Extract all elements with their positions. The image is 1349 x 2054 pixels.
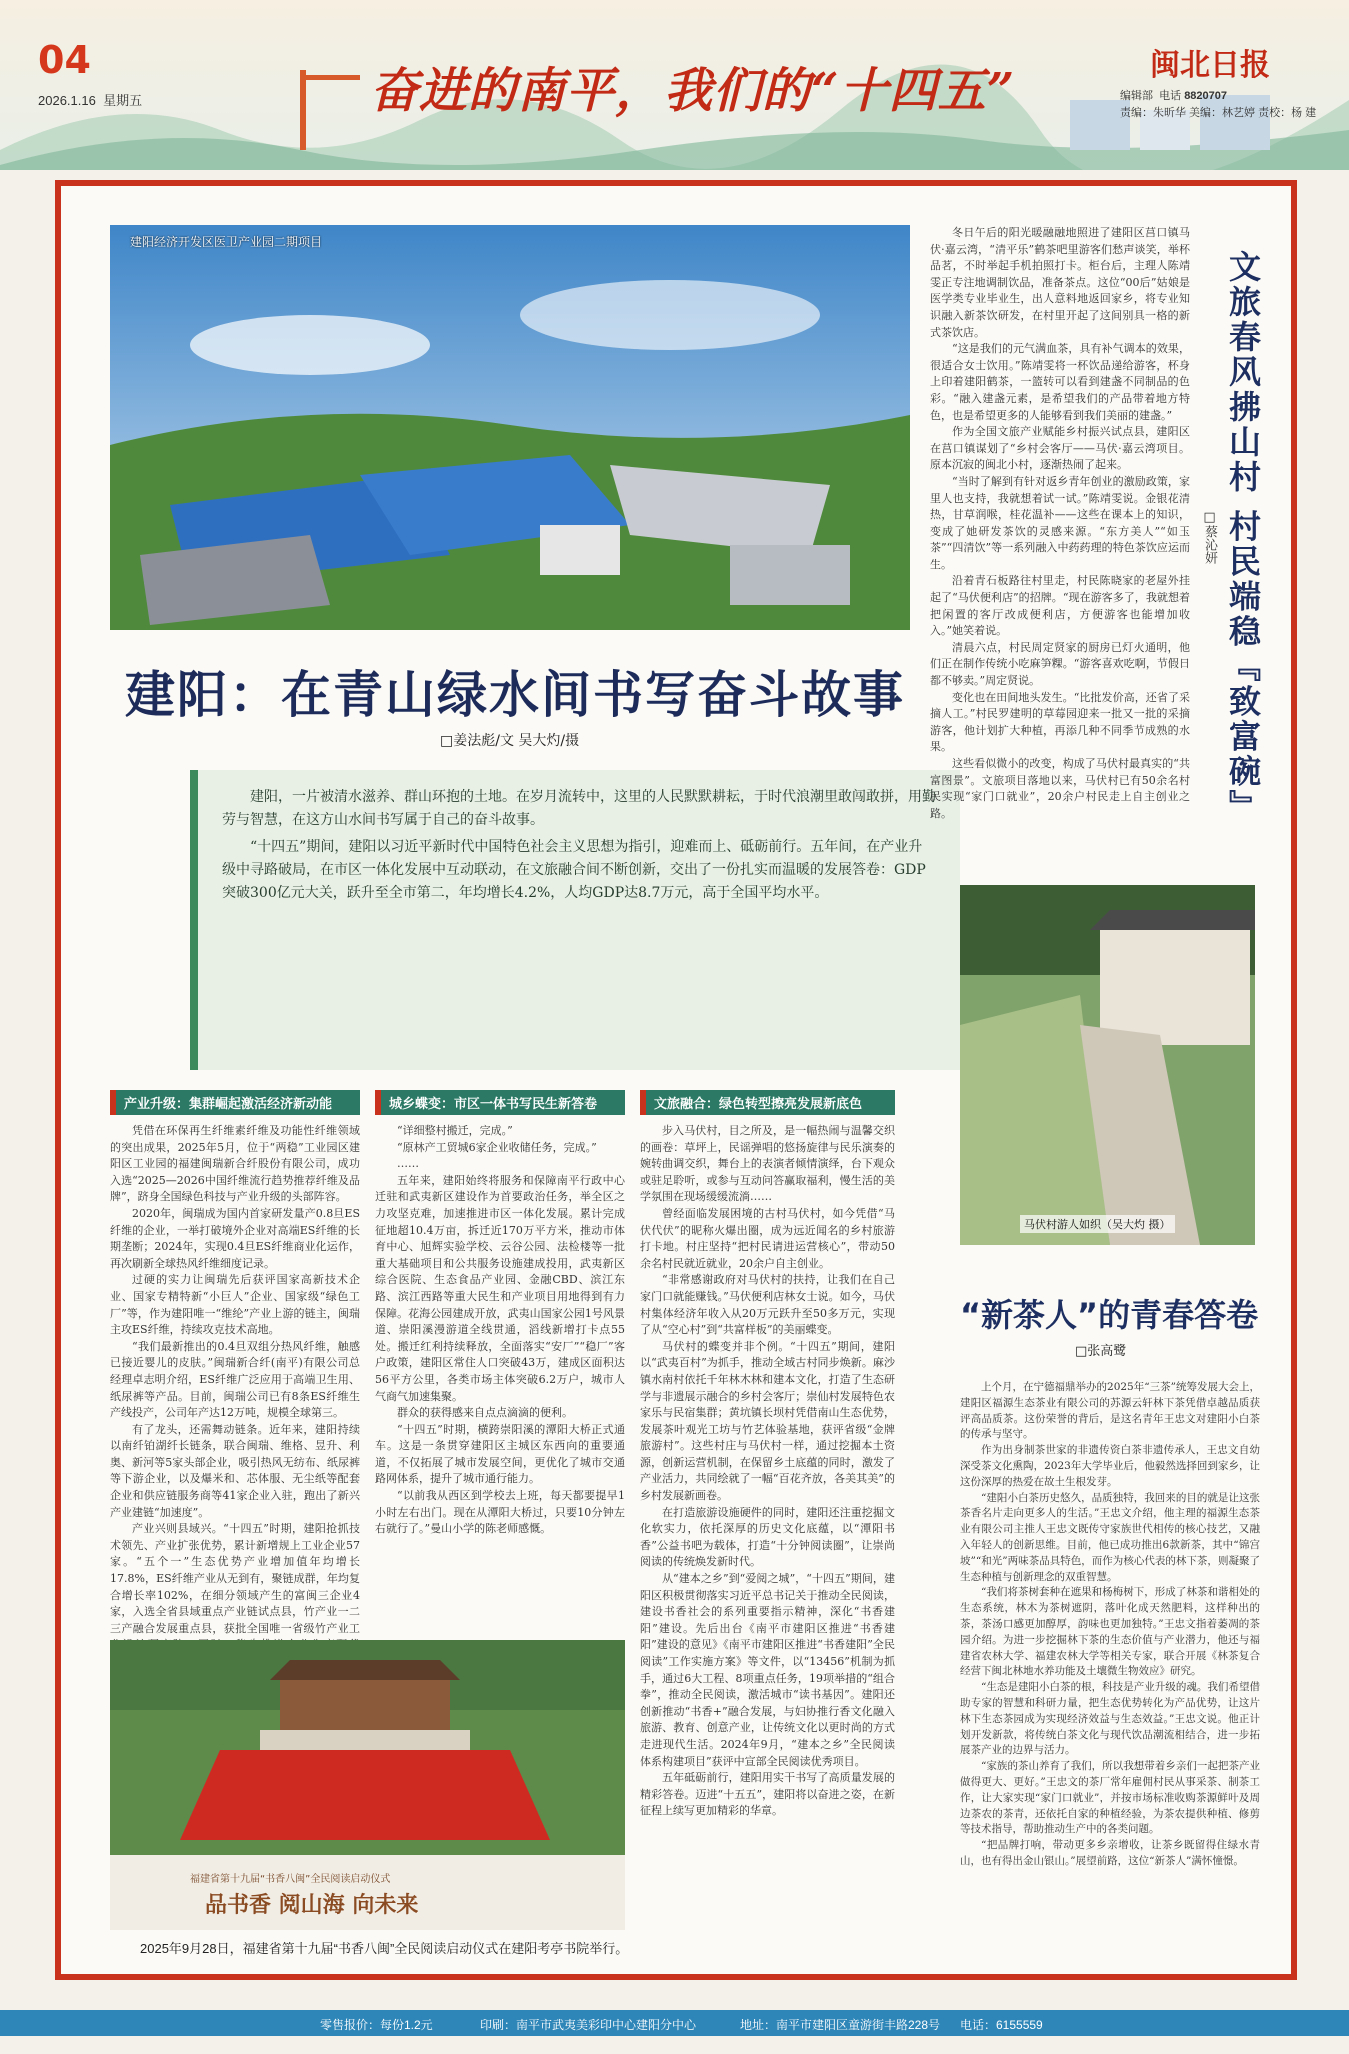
village-street-photo [960, 885, 1255, 1245]
article-intro [190, 770, 960, 1070]
footer-phone: 电话：6155559 [960, 2018, 1043, 2032]
side-story-1-byline: □蔡沁妍 [1202, 510, 1217, 564]
side-story-2-title: “新茶人”的青春答卷 [960, 1296, 1259, 1334]
side-story-1-body: 冬日午后的阳光暖融融地照进了建阳区莒口镇马伏·嘉云湾，“清平乐”鹤茶吧里游客们愁声谈笑，举杯品茗，不时举起手机拍照打卡。柜台后，主理人陈靖雯正专注地调制饮品，准备茶点。这位“00后”姑娘是医学类专业毕业生，出人意料地返回家乡，将专业知识融入新茶饮研发，在村里开起了这间别具一格的新式茶饮店。 “这是我们的元气满血茶，具有补气调本的效果，很适合女士饮用。”陈靖雯将一杯饮品递给游客，杯身上印着建阳鹤茶，一篮转可以看到建盏不同制品的色彩。“融入建盏元素，是希望我们的产品带着地方特色，也是希望更多的人能够看到我们美丽的建盏。” 作为全国文旅产业赋能乡村振兴试点县，建阳区在莒口镇谋划了“乡村会客厅——马伏·嘉云湾项目。原本沉寂的闽北小村，逐渐热闹了起来。 “当时了解到有针对返乡青年创业的激励政策，家里人也支持，我就想着试一试。”陈靖雯说。金银花清热，甘草润喉，桂花温补——这些在课本上的知识，变成了她研发茶饮的灵感来源。“东方美人”“如玉茶”“四清饮”等一系列融入中药药理的特色茶饮应运而生。 沿着青石板路往村里走，村民陈晓家的老屋外挂起了“马伏便利店”的招牌。“现在游客多了，我就想着把闲置的客厅改成便利店，方便游客也能增加收入。”她笑着说。 清晨六点，村民周定贤家的厨房已灯火通明，他们正在制作传统小吃麻笋粿。“游客喜欢吃啊，节假日都不够卖。”周定贤说。 变化也在田间地头发生。“比批发价高，还省了采摘人工。”村民罗建明的草莓园迎来一批又一批的采摘游客，他计划扩大种植，再添几种不同季节成熟的水果。 这些看似微小的改变，构成了马伏村最真实的“共富图景”。文旅项目落地以来，马伏村已有50余名村民实现“家门口就业”，20余户村民走上自主创业之路。 [930, 226, 1190, 820]
event-banner-small: 福建省第十九届“书香八闽”全民阅读启动仪式 [190, 1874, 391, 1885]
side-story-2-byline: □张高鹭 [1075, 1344, 1127, 1359]
section-body: “详细整村搬迁，完成。” “原林产工贸城6家企业收储任务，完成。” …… 五年来，建阳始终将服务和保障南平行政中心迁驻和武夷新区建设作为首要政治任务，举全区之力攻坚克难，加速推进市区一体化发展。累计完成征地超10.4万亩，拆迁近170万平方米，推动市体育中心、旭辉实验学校、云谷公园、法检楼等一批重大基础项目和公共服务设施建成投用，武夷新区综合医院、生态食品产业园、金融CBD、滨江东路、滨江西路等重大民生和产业项目用地得到有力保障。花海公园建成开放，武夷山国家公园1号风景道、崇阳溪漫游道全线贯通，滔线新增打卡点55处。搬迁红利持续释放，全面落实“安厂”“稳厂”客户政策，建阳区常住人口突破43万，建成区面积达56平方公里，各类市场主体突破6.2万户，城市人气商气加速集聚。 群众的获得感来自点点滴滴的便利。 “十四五”时期，横跨崇阳溪的潭阳大桥正式通车。这是一条贯穿建阳区主城区东西向的重要通道，不仅拓展了城市发展空间，更优化了城市交通路网体系，提升了城市通行能力。 “以前我从西区到学校去上班，每天都要提早1小时左右出门。现在从潭阳大桥过，只要10分钟左右就行了。”曼山小学的陈老师感慨。 [375, 1124, 625, 1536]
article-headline: 建阳：在青山绿水间书写奋斗故事 [125, 666, 905, 724]
bottom-photo-caption: 2025年9月28日，福建省第十九届“书香八闽”全民阅读启动仪式在建阳考亭书院举行。 [140, 1941, 629, 1956]
village-photo-caption: 马伏村游人如织（吴大灼 摄） [1020, 1215, 1175, 1233]
page-footer [0, 2010, 1349, 2036]
academy-ceremony-photo [110, 1640, 625, 1930]
intro-paragraph: 建阳，一片被清水滋养、群山环抱的土地。在岁月流转中，这里的人民默默耕耘，于时代浪潮里敢闯敢拼，用勤劳与智慧，在这方山水间书写属于自己的奋斗故事。 [222, 789, 936, 828]
issue-date: 2026.1.16 星期五 [38, 93, 143, 108]
section-body: 步入马伏村，目之所及，是一幅热闹与温馨交织的画卷：草坪上，民谣弹唱的悠扬旋律与民乐演奏的婉转曲调交织，舞台上的表演者倾情演绎，台下观众或驻足聆听，或参与互动问答赢取福利，慢生活的美学氛围在现场缓缓流淌…… 曾经面临发展困境的古村马伏村，如今凭借“马伏代伏”的昵称火爆出圈，成为远近闻名的乡村旅游打卡地。村庄坚持“把村民请进运营核心”，带动50余名村民就近就业，20余户自主创业。 “非常感谢政府对马伏村的扶持，让我们在自己家门口就能赚钱。”马伏便利店林女士说。如今，马伏村集体经济年收入从20万元跃升至50多万元，实现了从“空心村”到“共富样板”的美丽蝶变。 马伏村的蝶变并非个例。“十四五”期间，建阳以“武夷百村”为抓手，推动全域古村同步焕新。麻沙镇水南村依托千年林木林和建本文化，打造了生态研学与非遗展示融合的乡村会客厅；崇仙村发展特色农家乐与民宿集群；黄坑镇长坝村凭借南山生态优势，发展茶叶观光工坊与竹艺体验基地，获评省级“金牌旅游村”。这些村庄与马伏村一样，通过挖掘本土资源，创新运营机制，在保留乡土底蕴的同时，激发了产业活力，共同绘就了一幅“百花齐放，各美其美”的乡村发展新画卷。 在打造旅游设施硬件的同时，建阳还注重挖掘文化软实力，依托深厚的历史文化底蕴，以“潭阳书香”公益书吧为载体，打造“十分钟阅读圈”，让崇尚阅读的传统焕发新时代。 从“建本之乡”到“爱阅之城”，“十四五”期间，建阳区积极贯彻落实习近平总书记关于推动全民阅读，建设书香社会的系列重要指示精神，深化“书香建阳”建设。先后出台《南平市建阳区推进“书香建阳”建设的意见》《南平市建阳区推进“书香建阳”全民阅读”工作实施方案》等文件，以“13456”机制为抓手，通过6大工程、8项重点任务，19项举措的“组合拳”，推动全民阅读，激活城市“读书基因”。建阳还创新推动“书香+”融合发展，与妇协推行香文化融入旅游、教育、创意产业，让传统文化以更时尚的方式走进现代生活。2024年9月，“建本之乡”全民阅读体系构建项目”获评中宣部全民阅读优秀项目。 五年砥砺前行，建阳用实干书写了高质量发展的精彩答卷。迈进“十五五”，建阳将以奋进之姿，在新征程上续写更加精彩的华章。 [640, 1124, 895, 1818]
section-banner-title: 奋进的南平，我们的“十四五” [370, 63, 1016, 119]
main-photo-caption: 建阳经济开发区医卫产业园二期项目 [130, 235, 323, 249]
side-story-1-title: 文旅春风拂山村 村民端稳『致富碗』 [1224, 250, 1262, 825]
main-photo [110, 225, 910, 630]
intro-paragraph: “十四五”期间，建阳以习近平新时代中国特色社会主义思想为指引，迎难而上、砥砺前行。五年间，在产业升级中寻路破局，在市区一体化发展中互动联动，在文旅融合间不断创新，交出了一份扎实而温暖的发展答卷：GDP突破300亿元大关，跃升至全市第二，年均增长4.2%，人均GDP达8.7万元，高于全国平均水平。 [222, 839, 926, 901]
event-banner-text: 品书香 阅山海 向未来 [205, 1893, 419, 1918]
editor-info: 编辑部 电话 8820707 责编：朱昕华 美编：林艺婷 责校：杨 建 [1120, 90, 1317, 119]
section-heading: 文旅融合：绿色转型擦亮发展新底色 [640, 1090, 895, 1115]
footer-address: 地址：南平市建阳区童游街丰路228号 [740, 2018, 941, 2032]
article-byline: □姜法彪/文 吴大灼/摄 [440, 733, 580, 749]
section-body: 凭借在环保再生纤维素纤维及功能性纤维领域的突出成果，2025年5月，位于“两稳”工业园区建阳区工业园的福建闽瑞新合纤股份有限公司，成功入选“2025—2026中国纤维流行趋势推荐纤维及品牌”，跻身全国绿色科技与产业升级的头部阵容。 2020年，闽瑞成为国内首家研发量产0.8旦ES纤维的企业，一举打破境外企业对高端ES纤维的长期垄断；2024年，实现0.4旦ES纤维商业化运作，再次刷新全球热风纤维细度记录。 过硬的实力让闽瑞先后获评国家高新技术企业、国家专精特新“小巨人”企业、国家级“绿色工厂”等，作为建阳唯一“维纶”产业上游的链主，闽瑞主攻ES纤维，持续攻克技术高地。 “我们最新推出的0.4旦双组分热风纤维，触感已接近婴儿的皮肤。”闽瑞新合纤(南平)有限公司总经理卓志明介绍，ES纤维广泛应用于高端卫生用、纸尿裤等产品。目前，闽瑞公司已有8条ES纤维生产线投产，公司年产达12万吨，规模全球第三。 有了龙头，还需舞动链条。近年来，建阳持续以南纤铂湖纤长链条，联合闽瑞、维格、昱升、利奥、新河等5家头部企业，吸引热风无纺布、纸尿裤等下游企业，以及爆米和、芯体服、无尘纸等配套企业和供应链服务商等41家企业入驻，跑出了新兴产业建链“加速度”。 产业兴则县域兴。“十四五”时期，建阳抢抓技术领先、产业扩张优势，累计新增规上工业企业57家。“五个一”生态优势产业增加值年均增长17.8%，ES纤维产业从无到有，聚链成群，年均复合增长率102%，在细分领域产生的富闽三企业4家，入选全省县域重点产业链试点县，竹产业一二三产融合发展重点县，获批全国唯一省级竹产业工 [110, 1124, 360, 1635]
village-photo [960, 885, 1255, 1245]
footer-price: 零售报价：每份1.2元 [320, 2018, 433, 2032]
footer-printer: 印刷：南平市武夷美彩印中心建阳分中心 [480, 2018, 697, 2032]
industrial-park-photo [110, 225, 910, 630]
section-heading: 城乡蝶变：市区一体书写民生新答卷 [375, 1090, 625, 1115]
section-heading: 产业升级：集群崛起激活经济新动能 [110, 1090, 360, 1115]
section-culture [640, 1090, 895, 1820]
section-urban [375, 1090, 625, 1538]
reading-event-photo [110, 1640, 625, 1930]
newspaper-masthead: 闽北日报 [1150, 48, 1270, 83]
page-number: 04 [38, 38, 91, 82]
side-story-2-body: 上个月，在宁德福鼎举办的2025年“三茶”统筹发展大会上，建阳区福源生态茶业有限公司的苏源云轩林下茶凭借卓越品质获评高品质茶。这份荣誉的背后，是这名青年王忠文对建阳小白茶的传承与坚守。 作为出身制茶世家的非遗传资白茶非遗传承人，王忠文自幼深受茶文化熏陶，2023年大学毕业后，他毅然选择回到家乡，让这份深厚的热爱在故土生根发芽。 “建阳小白茶历史悠久，品质独特，我回来的目的就是让这张茶香名片走向更多人的生活。”王忠文介绍，他主理的福源生态茶业有限公司主推人王忠文既传守家族世代相传的核心技艺，又融入年轻人的创新思维。目前，他已成功推出6款新茶，其中“锦宫坡”“和光”两味茶品具特色，而作为核心代表的林下茶，则凝聚了生态种植与创新理念的双重智慧。 “我们将茶树套种在遮果和杨梅树下，形成了林茶和谐相处的生态系统，林木为茶树遮阴，落叶化成天然肥料，这样种出的茶，茶汤口感更加醇厚，韵味也更加独特。”王忠文指着萎凋的茶园介绍。为进一步挖掘林下茶的生态价值与产业潜力，他还与福建省农林大学、福建农林大学等相关专家，联合开展《林茶复合经营下闽北林地水养功能及土壤微生物效应》研究。 “生态是建阳小白茶的根，科技是产业升级的魂。我们希望借助专家的智慧和科研力量，把生态优势转化为产品优势，让这片林下生态茶园成为实现经济效益与生态效益。”王忠文说。他正计划开发新款，将传统白茶文化与现代饮品潮流相结合，进一步拓展茶产业的边界与活力。 “家族的茶山养育了我们，所以我想带着乡亲们一起把茶产业做得更大、更好。”王忠文的茶厂常年雇佣村民从事采茶、制茶工作，让大家实现“家门口就业”，并按市场标准收购茶源鲜叶及周边茶农的茶青，还依托自家的种植经验，为茶农提供种植、修剪等技术指导，帮助推动生产中的各类问题。 “把品牌打响，带动更多乡亲增收，让茶乡既留得住绿水青山，也有得出金山银山。”展望前路，这位“新茶人”满怀憧憬。 [960, 1381, 1260, 1867]
